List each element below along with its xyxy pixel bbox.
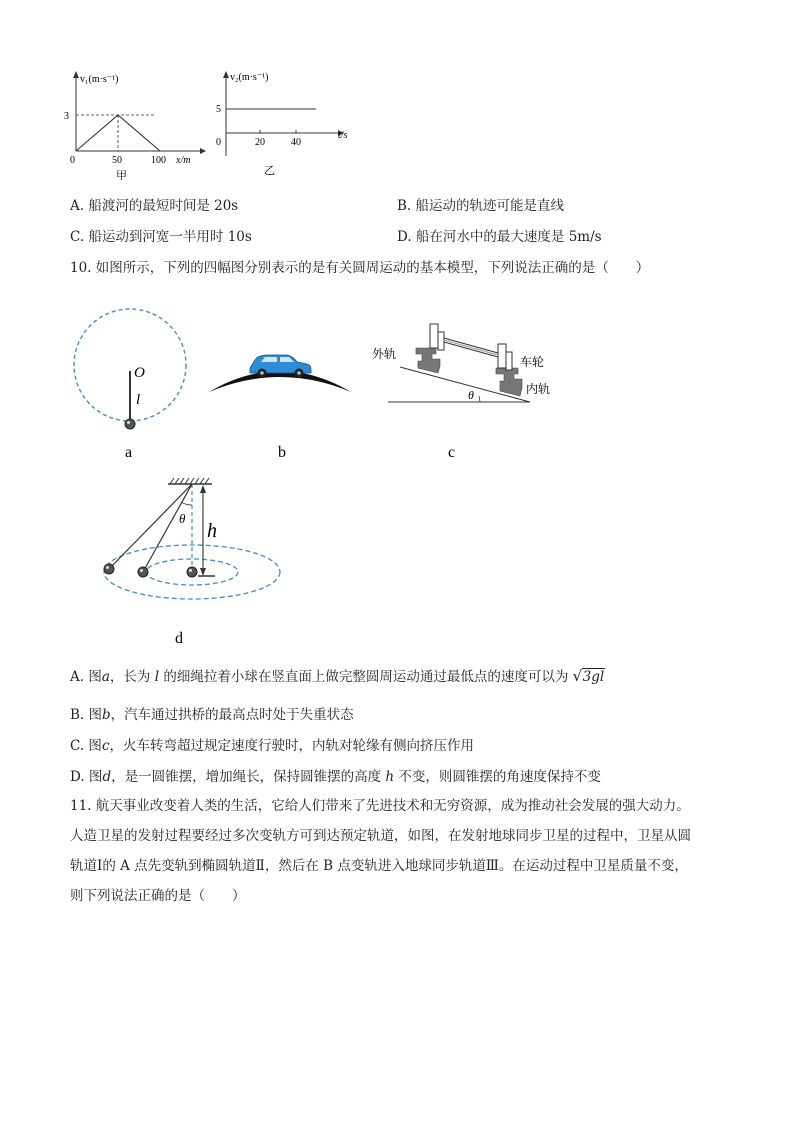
figure-c [370,318,570,465]
pendulum-ball [187,567,197,577]
figure-a-label-o: O [134,365,145,381]
q9-option-b: B. 船运动的轨迹可能是直线 [397,198,565,214]
graph-yi-ylabel: v₂(m·s⁻¹) [230,72,269,83]
figure-d-theta: θ [179,511,186,526]
graph-jia-caption: 甲 [116,170,127,181]
figure-c-inner-rail-label: 内轨 [526,382,551,396]
graph-jia-xtick-100: 100 [151,155,166,166]
q10-option-a: A. 图a，长为 l 的细绳拉着小球在竖直面上做完整圆周运动通过最低点的速度可以为 √ 3gl [70,667,605,685]
figure-a [70,305,195,465]
graph-yi [210,66,360,181]
figure-c-wheel-label: 车轮 [520,355,545,369]
graph-yi-ytick: 5 [216,104,221,115]
graph-jia-ylabel: v₁(m·s⁻¹) [80,74,119,85]
figure-a-label-l: l [136,392,141,408]
q10-option-c: C. 图c，火车转弯超过规定速度行驶时，内轨对轮缘有侧向挤压作用 [70,738,474,754]
graph-jia [60,66,210,181]
figure-b [205,340,355,465]
graph-yi-xlabel: t/s [338,130,348,141]
figure-c-outer-rail-label: 外轨 [372,347,397,361]
q9-option-d: D. 船在河水中的最大速度是 5m/s [397,229,602,245]
graph-yi-caption: 乙 [264,165,275,177]
sqrt-expression: √ 3gl [572,667,605,685]
figure-a-caption: a [125,444,133,461]
q11-stem [70,791,750,911]
figure-d-caption: d [175,630,183,647]
q10-option-d: D. 图d，是一圆锥摆，增加绳长，保持圆锥摆的高度 h 不变，则圆锥摆的角速度保持不变 [70,769,601,785]
q11-line-1: 11. 航天事业改变着人类的生活，它给人们带来了先进技术和无穷资源，成为推动社会发展的强大动力。 [70,798,690,814]
wheel-icon [430,324,512,370]
figure-d-h: h [207,520,217,542]
outer-rail [416,348,440,373]
q11-line-2: 人造卫星的发射过程要经过多次变轨方可到达预定轨道，如图，在发射地球同步卫星的过程中，卫星从圆 [70,828,691,844]
q10-option-b: B. 图b，汽车通过拱桥的最高点时处于失重状态 [70,707,354,723]
inner-rail [496,368,522,396]
q9-option-c: C. 船运动到河宽一半用时 10s [70,229,252,245]
figure-c-theta: θ [468,388,474,402]
graph-jia-ytick: 3 [64,111,69,122]
q9-option-a: A. 船渡河的最短时间是 20s [70,198,239,214]
figure-d [95,475,285,650]
figure-c-caption: c [448,444,456,461]
graph-jia-xtick-0: 0 [70,155,75,166]
figure-b-caption: b [278,444,286,461]
pendulum-ball [138,567,148,577]
graph-yi-xtick-0: 0 [216,137,221,148]
graph-jia-xtick-50: 50 [112,155,122,166]
q10-stem: 10. 如图所示，下列的四幅图分别表示的是有关圆周运动的基本模型，下列说法正确的是（ ） [70,260,650,276]
graph-yi-xtick-20: 20 [255,137,265,148]
pendulum-ball [104,564,114,574]
graph-yi-xtick-40: 40 [291,137,301,148]
graph-jia-xlabel: x/m [176,155,191,166]
q11-line-4: 则下列说法正确的是（ ） [70,888,246,904]
q11-line-3: 轨道Ⅰ的 A 点先变轨到椭圆轨道Ⅱ，然后在 B 点变轨进入地球同步轨道Ⅲ。在运动过程中卫星质量不变， [70,858,688,874]
